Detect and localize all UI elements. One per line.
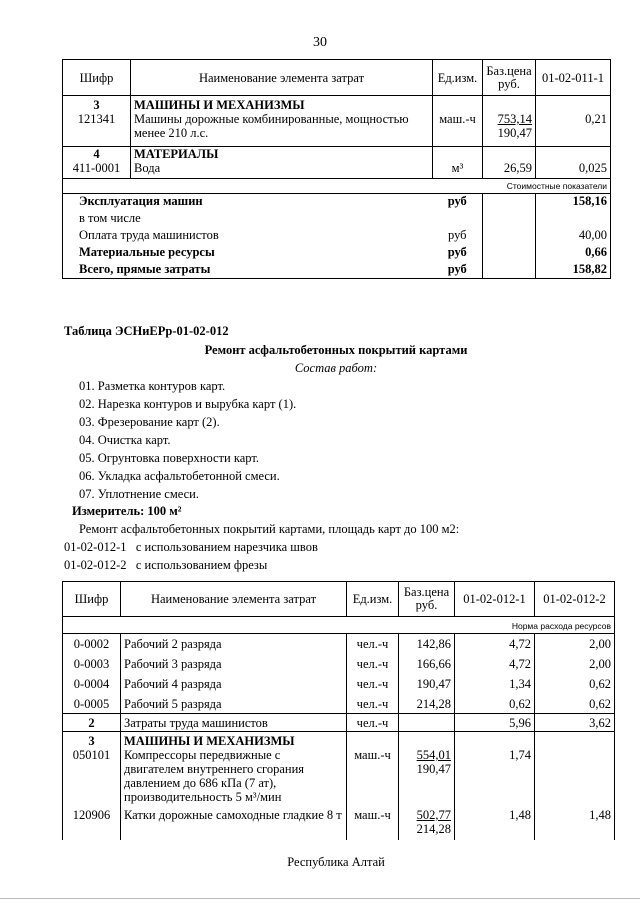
header-norm-1: 01-02-012-1 xyxy=(455,582,535,617)
variant-line: 01-02-012-2 с использованием фрезы xyxy=(64,558,268,572)
subtitle: Ремонт асфальтобетонных покрытий картами xyxy=(204,343,468,357)
description: Ремонт асфальтобетонных покрытий картами, площадь карт до 100 м2: xyxy=(79,522,460,536)
table-row: 120906 Катки дорожные самоходные гладкие 8 т маш.-ч 502,77 214,28 1,48 1,48 xyxy=(63,808,615,840)
table-row: 2 Затраты труда машинистов чел.-ч 5,96 3,62 xyxy=(63,714,615,732)
work-item: 01. Разметка контуров карт. xyxy=(79,379,226,393)
table-row: 3 МАШИНЫ И МЕХАНИЗМЫ xyxy=(63,732,615,749)
work-item: 05. Огрунтовка поверхности карт. xyxy=(79,451,259,465)
table-row: 0-0003 Рабочий 3 разряда чел.-ч 166,66 4,72 2,00 xyxy=(63,654,615,674)
variant-line: 01-02-012-1 с использованием нарезчика швов xyxy=(64,540,318,554)
summary-row: Оплата труда машинистов руб 40,00 xyxy=(63,228,611,245)
header-unit: Ед.изм. xyxy=(433,60,483,96)
scan-edge xyxy=(0,898,640,899)
table-row: 121341 Машины дорожные комбинированные, мощностью менее 210 л.с. маш.-ч 753,14 190,47 0,21 xyxy=(63,112,611,146)
header-norm-2: 01-02-012-2 xyxy=(535,582,615,617)
table-row: 0-0002 Рабочий 2 разряда чел.-ч 142,86 4,72 2,00 xyxy=(63,634,615,654)
resource-table-1 xyxy=(62,59,611,279)
footer: Республика Алтай xyxy=(287,855,385,869)
header-unit: Ед.изм. xyxy=(347,582,399,617)
resource-table-2 xyxy=(62,581,615,840)
work-item: 06. Укладка асфальтобетонной смеси. xyxy=(79,469,280,483)
work-item: 07. Уплотнение смеси. xyxy=(79,487,199,501)
table-row: 050101 Компрессоры передвижные с двигателем внутреннего сгорания давлением до 686 кПа (7 ат), производительность 5 м³/мин маш.-ч 554,01 190,47 1,74 xyxy=(63,748,615,808)
table-title: Таблица ЭСНиЕРр-01-02-012 xyxy=(64,324,229,338)
work-item: 02. Нарезка контуров и вырубка карт (1). xyxy=(79,397,297,411)
summary-row: Эксплуатация машин руб 158,16 xyxy=(63,194,611,211)
table-row: 0-0005 Рабочий 5 разряда чел.-ч 214,28 0,62 0,62 xyxy=(63,694,615,714)
header-name: Наименование элемента затрат xyxy=(131,60,433,96)
work-item: 04. Очистка карт. xyxy=(79,433,171,447)
header-code: Шифр xyxy=(63,60,131,96)
band-label: Стоимостные показатели xyxy=(63,179,611,194)
table-row: 4 МАТЕРИАЛЫ xyxy=(63,146,611,161)
header-code: Шифр xyxy=(63,582,121,617)
summary-row: Материальные ресурсы руб 0,66 xyxy=(63,245,611,262)
table-row: 411-0001 Вода м³ 26,59 0,025 xyxy=(63,161,611,179)
header-norm: 01-02-011-1 xyxy=(536,60,611,96)
work-item: 03. Фрезерование карт (2). xyxy=(79,415,220,429)
band-label: Норма расхода ресурсов xyxy=(63,617,615,634)
page-number: 30 xyxy=(313,35,327,50)
work-heading: Состав работ: xyxy=(294,361,378,375)
table-row: 0-0004 Рабочий 4 разряда чел.-ч 190,47 1,34 0,62 xyxy=(63,674,615,694)
header-price: Баз.цена руб. xyxy=(483,60,536,96)
header-price: Баз.цена руб. xyxy=(399,582,455,617)
summary-row: Всего, прямые затраты руб 158,82 xyxy=(63,262,611,279)
meter: Измеритель: 100 м² xyxy=(72,504,182,518)
header-name: Наименование элемента затрат xyxy=(121,582,347,617)
table-row: 3 МАШИНЫ И МЕХАНИЗМЫ xyxy=(63,96,611,113)
summary-row: в том числе xyxy=(63,211,611,228)
